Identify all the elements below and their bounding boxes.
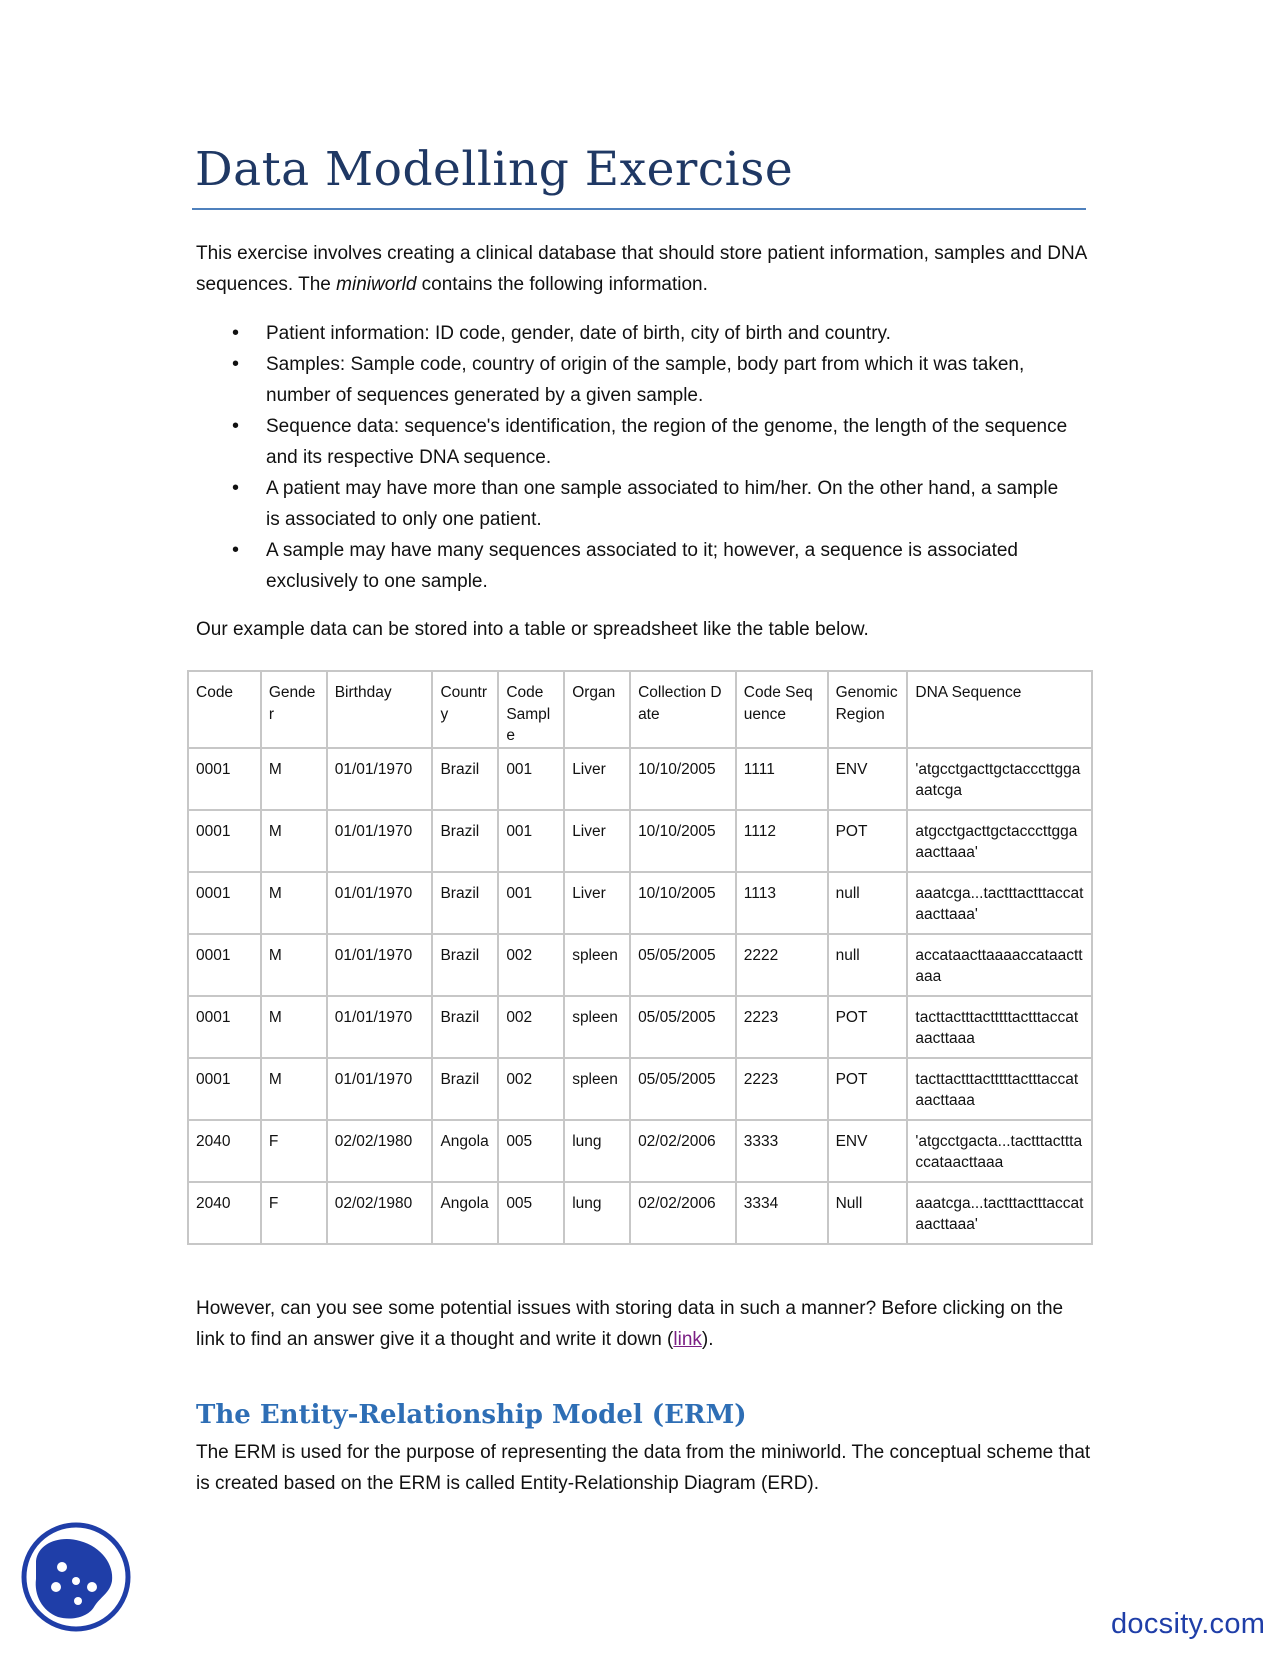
- table-cell: 0001: [188, 1058, 261, 1120]
- example-data-table: [187, 670, 1093, 1245]
- table-cell: 01/01/1970: [327, 810, 433, 872]
- table-cell: 0001: [188, 872, 261, 934]
- table-cell: Brazil: [432, 1058, 498, 1120]
- table-row: [188, 1182, 1092, 1244]
- table-cell: M: [261, 810, 327, 872]
- table-cell: spleen: [564, 996, 630, 1058]
- table-cell: 002: [498, 996, 564, 1058]
- table-cell: 002: [498, 1058, 564, 1120]
- table-cell: 01/01/1970: [327, 872, 433, 934]
- table-cell: Brazil: [432, 810, 498, 872]
- table-cell: tacttactttactttttactttaccataacttaaa: [907, 996, 1092, 1058]
- table-row: [188, 934, 1092, 996]
- table-cell: 001: [498, 748, 564, 810]
- page-title: Data Modelling Exercise: [195, 142, 794, 197]
- table-cell: Brazil: [432, 934, 498, 996]
- table-cell: 02/02/2006: [630, 1182, 736, 1244]
- table-cell: 0001: [188, 934, 261, 996]
- table-cell: Brazil: [432, 996, 498, 1058]
- table-cell: spleen: [564, 1058, 630, 1120]
- column-header: Code Sample: [498, 671, 564, 748]
- table-cell: 02/02/1980: [327, 1182, 433, 1244]
- table-cell: 002: [498, 934, 564, 996]
- table-cell: 005: [498, 1120, 564, 1182]
- table-cell: accataacttaaaaccataacttaaa: [907, 934, 1092, 996]
- table-cell: 10/10/2005: [630, 748, 736, 810]
- table-cell: 02/02/2006: [630, 1120, 736, 1182]
- issues-paragraph: [196, 1293, 1096, 1355]
- table-cell: lung: [564, 1182, 630, 1244]
- table-cell: 01/01/1970: [327, 1058, 433, 1120]
- table-cell: Brazil: [432, 872, 498, 934]
- table-cell: 05/05/2005: [630, 934, 736, 996]
- table-cell: M: [261, 748, 327, 810]
- table-cell: 1111: [736, 748, 828, 810]
- table-cell: M: [261, 934, 327, 996]
- table-cell: 2040: [188, 1120, 261, 1182]
- table-cell: Angola: [432, 1182, 498, 1244]
- table-cell: 0001: [188, 810, 261, 872]
- table-cell: 05/05/2005: [630, 1058, 736, 1120]
- table-cell: atgcctgacttgctacccttggaaacttaaa': [907, 810, 1092, 872]
- table-intro: Our example data can be stored into a table or spreadsheet like the table below.: [196, 619, 869, 640]
- table-cell: 0001: [188, 748, 261, 810]
- issues-text-start: However, can you see some potential issues with storing data in such a manner? Before clicking on the link to find an answer give it a thought and write it down (: [196, 1298, 1064, 1350]
- table-cell: ENV: [828, 748, 908, 810]
- column-header: Collection Date: [630, 671, 736, 748]
- column-header: Birthday: [327, 671, 433, 748]
- intro-paragraph: [196, 238, 1096, 300]
- table-cell: ENV: [828, 1120, 908, 1182]
- table-cell: POT: [828, 810, 908, 872]
- table-cell: 1112: [736, 810, 828, 872]
- table-cell: 'atgcctgacta...tactttactttaccataacttaaa: [907, 1120, 1092, 1182]
- table-cell: F: [261, 1120, 327, 1182]
- table-cell: 10/10/2005: [630, 810, 736, 872]
- list-item: • Samples: Sample code, country of origin of the sample, body part from which it was taken, number of sequences generated by a given sample.: [196, 349, 1076, 411]
- column-header: DNA Sequence: [907, 671, 1092, 748]
- table-cell: 0001: [188, 996, 261, 1058]
- table-cell: Liver: [564, 810, 630, 872]
- table-cell: 2223: [736, 1058, 828, 1120]
- table-row: [188, 996, 1092, 1058]
- intro-emphasis: miniworld: [336, 274, 417, 295]
- table-cell: spleen: [564, 934, 630, 996]
- list-item: • Sequence data: sequence's identification, the region of the genome, the length of the sequence and its respective DNA sequence.: [196, 411, 1076, 473]
- table-cell: Liver: [564, 748, 630, 810]
- table-cell: aaatcga...tactttactttaccataacttaaa': [907, 872, 1092, 934]
- column-header: Country: [432, 671, 498, 748]
- list-item: • A patient may have more than one sample associated to him/her. On the other hand, a sample is associated to only one patient.: [196, 473, 1076, 535]
- intro-text-start: This exercise involves creating a clinical database that should store patient information, samples and DNA sequences. The: [196, 243, 1087, 295]
- table-cell: POT: [828, 996, 908, 1058]
- table-cell: M: [261, 872, 327, 934]
- table-cell: 3333: [736, 1120, 828, 1182]
- column-header: Genomic Region: [828, 671, 908, 748]
- table-cell: 1113: [736, 872, 828, 934]
- table-cell: Brazil: [432, 748, 498, 810]
- table-cell: 01/01/1970: [327, 934, 433, 996]
- table-row: [188, 748, 1092, 810]
- table-cell: null: [828, 934, 908, 996]
- table-cell: lung: [564, 1120, 630, 1182]
- table-cell: 005: [498, 1182, 564, 1244]
- table-cell: 001: [498, 810, 564, 872]
- table-cell: 'atgcctgacttgctacccttggaaatcga: [907, 748, 1092, 810]
- list-item: • Patient information: ID code, gender, date of birth, city of birth and country.: [196, 318, 1076, 349]
- table-cell: 3334: [736, 1182, 828, 1244]
- table-header-row: [188, 671, 1092, 748]
- table-cell: 2222: [736, 934, 828, 996]
- table-row: [188, 1120, 1092, 1182]
- table-row: [188, 1058, 1092, 1120]
- table-cell: Liver: [564, 872, 630, 934]
- table-cell: POT: [828, 1058, 908, 1120]
- column-header: Code Sequence: [736, 671, 828, 748]
- table-cell: 2040: [188, 1182, 261, 1244]
- column-header: Gender: [261, 671, 327, 748]
- table-cell: 2223: [736, 996, 828, 1058]
- docsity-brand[interactable]: docsity.com: [1111, 1608, 1266, 1640]
- table-cell: Null: [828, 1182, 908, 1244]
- table-cell: 02/02/1980: [327, 1120, 433, 1182]
- table-cell: null: [828, 872, 908, 934]
- table-cell: M: [261, 1058, 327, 1120]
- table-row: [188, 810, 1092, 872]
- table-cell: F: [261, 1182, 327, 1244]
- table-cell: 01/01/1970: [327, 996, 433, 1058]
- table-cell: 05/05/2005: [630, 996, 736, 1058]
- table-cell: aaatcga...tactttactttaccataacttaaa': [907, 1182, 1092, 1244]
- section-heading-erm: The Entity-Relationship Model (ERM): [196, 1400, 747, 1430]
- table-cell: tacttactttactttttactttaccataacttaaa: [907, 1058, 1092, 1120]
- table-cell: 10/10/2005: [630, 872, 736, 934]
- list-item: • A sample may have many sequences associated to it; however, a sequence is associated exclusively to one sample.: [196, 535, 1076, 597]
- table-cell: 01/01/1970: [327, 748, 433, 810]
- table-cell: M: [261, 996, 327, 1058]
- intro-text-end: contains the following information.: [416, 274, 708, 295]
- column-header: Organ: [564, 671, 630, 748]
- answer-link[interactable]: link: [673, 1329, 702, 1350]
- title-divider: [192, 208, 1086, 210]
- table-cell: Angola: [432, 1120, 498, 1182]
- docsity-logo-icon[interactable]: [20, 1521, 132, 1633]
- issues-text-end: ).: [701, 1329, 714, 1350]
- erm-paragraph: The ERM is used for the purpose of representing the data from the miniworld. The conceptual scheme that is created based on the ERM is called Entity-Relationship Diagram (ERD).: [196, 1442, 1091, 1494]
- requirements-list: [196, 318, 1076, 597]
- column-header: Code: [188, 671, 261, 748]
- table-cell: 001: [498, 872, 564, 934]
- table-row: [188, 872, 1092, 934]
